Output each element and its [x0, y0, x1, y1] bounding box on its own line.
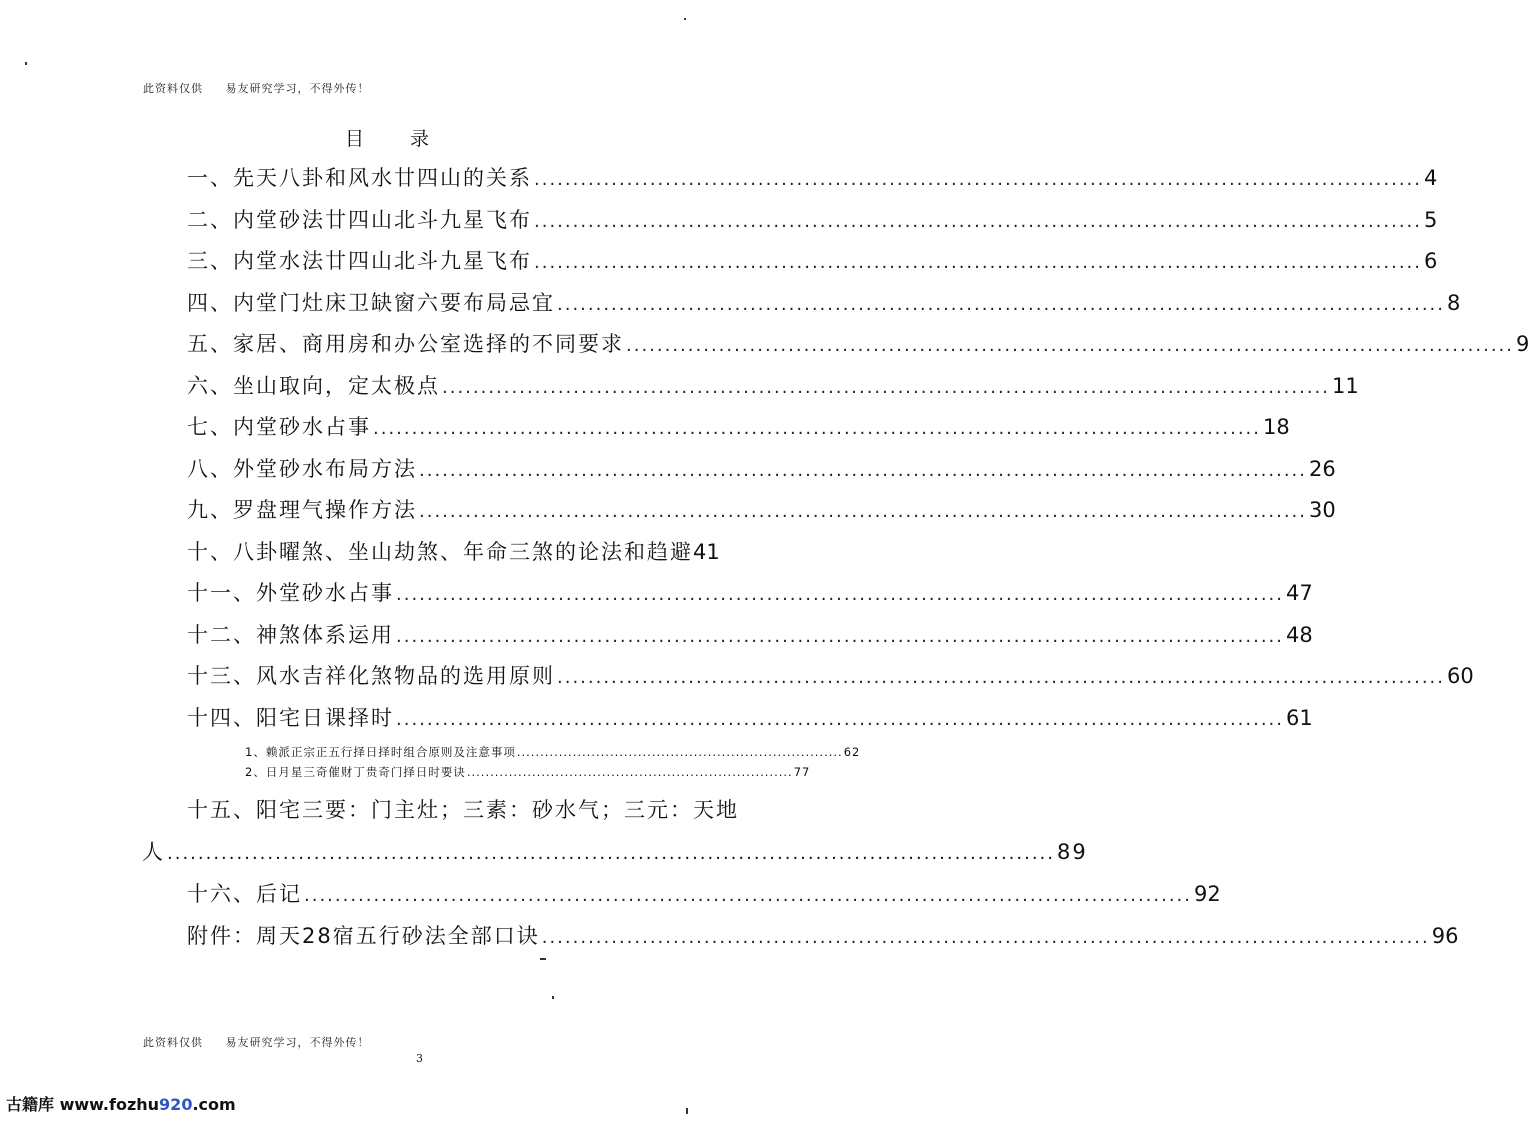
footer-text-2: 易友研究学习，不得外传！: [225, 1036, 370, 1049]
toc-entry-page: 26: [1309, 456, 1336, 481]
watermark-site-name: 古籍库: [6, 1095, 55, 1114]
toc-entry-label: 二、内堂砂法廿四山北斗九星飞布: [187, 207, 532, 232]
header-text-1: 此资料仅供: [143, 82, 203, 95]
leader-dots: [419, 491, 1307, 533]
site-watermark: [6, 1092, 236, 1115]
leader-dots: [626, 325, 1514, 367]
toc-entry-part: 砂水气；: [532, 798, 624, 822]
toc-subentry-page: 77: [793, 765, 811, 779]
toc-entry-label: 十二、神煞体系运用: [187, 622, 394, 647]
toc-entry-page: 30: [1309, 498, 1336, 522]
toc-entry-part: 门主灶；: [371, 798, 463, 822]
leader-dots: [167, 833, 1055, 875]
leader-dots: [304, 875, 1192, 917]
toc-entry-page: 41: [693, 539, 720, 564]
toc-entry-label: 十、八卦曜煞、坐山劫煞、年命三煞的论法和趋避: [187, 539, 693, 564]
toc-entry-part: 十五、阳宅三要：: [187, 798, 371, 822]
toc-entry[interactable]: [187, 532, 720, 574]
toc-entry-label: 十一、外堂砂水占事: [187, 581, 394, 605]
toc-entry-label: 四、内堂门灶床卫缺窗六要布局忌宜: [187, 290, 555, 315]
toc-entry-page: 96: [1431, 923, 1459, 948]
toc-entry-label: 十三、风水吉祥化煞物品的选用原则: [187, 664, 555, 688]
toc-entry-label: 六、坐山取向，定太极点: [187, 373, 440, 398]
toc-entry-page: 61: [1286, 705, 1313, 730]
toc-subentry-label: 1、赖派正宗正五行择日择时组合原则及注意事项: [245, 745, 516, 759]
toc-entry[interactable]: [187, 449, 1336, 491]
page-footer: [143, 1034, 388, 1050]
leader-dots: [534, 159, 1422, 201]
toc-entry[interactable]: [187, 407, 1290, 449]
toc-entry-line-1: [187, 790, 739, 832]
toc-entry-label: 八、外堂砂水布局方法: [187, 456, 417, 481]
toc-entry-label: 五、家居、商用房和办公室选择的不同要求: [187, 332, 624, 356]
toc-entry[interactable]: [187, 698, 1313, 740]
toc-entry-page: 11: [1332, 373, 1359, 398]
toc-entry-page: 4: [1424, 166, 1438, 190]
toc-entry-page: 60: [1447, 664, 1474, 688]
leader-dots: [517, 742, 843, 762]
toc-entry[interactable]: [187, 283, 1461, 325]
header-text-2: 易友研究学习，不得外传！: [225, 82, 370, 95]
leader-dots: [396, 699, 1284, 741]
toc-title: 目录: [345, 128, 476, 150]
toc-subentry-page: 62: [843, 745, 861, 759]
leader-dots: [557, 657, 1445, 699]
table-of-contents: [142, 158, 1529, 957]
watermark-url-prefix: www.fozhu: [59, 1095, 160, 1114]
toc-entry-page: 47: [1286, 581, 1313, 605]
toc-entry-page: 8: [1447, 290, 1461, 315]
toc-subentry[interactable]: [245, 742, 861, 762]
toc-entry-label: 附件：周天28宿五行砂法全部口诀: [187, 923, 540, 948]
leader-dots: [396, 616, 1284, 658]
toc-entry-line-2: [142, 832, 1088, 875]
toc-entry[interactable]: [187, 874, 1221, 916]
page-header: [143, 80, 388, 96]
toc-entry-page: 92: [1194, 882, 1221, 906]
leader-dots: [534, 242, 1422, 284]
toc-entry[interactable]: [187, 490, 1336, 532]
scan-speck: [552, 996, 554, 999]
toc-entry-label: 一、先天八卦和风水廿四山的关系: [187, 166, 532, 190]
footer-text-1: 此资料仅供: [143, 1036, 203, 1049]
toc-entry-page: 6: [1424, 249, 1438, 273]
toc-entry[interactable]: [187, 916, 1459, 958]
scan-speck: [25, 62, 27, 65]
toc-entry[interactable]: [187, 366, 1359, 408]
leader-dots: [419, 450, 1307, 492]
scan-speck: [684, 18, 686, 20]
toc-entry-label: 十四、阳宅日课择时: [187, 705, 394, 730]
toc-entry-page: 5: [1424, 207, 1438, 232]
toc-entry-label: 十六、后记: [187, 882, 302, 906]
toc-entry[interactable]: [187, 241, 1438, 283]
toc-entry-label: 九、罗盘理气操作方法: [187, 498, 417, 522]
toc-entry-part: 天地: [693, 798, 739, 822]
watermark-url-number: 920: [159, 1095, 193, 1114]
toc-entry[interactable]: [187, 573, 1313, 615]
toc-entry[interactable]: [187, 324, 1529, 366]
page-number: 3: [416, 1052, 423, 1065]
leader-dots: [542, 917, 1430, 959]
leader-dots: [373, 408, 1261, 450]
toc-subentry[interactable]: [245, 762, 811, 782]
watermark-url-suffix: .com: [192, 1095, 236, 1114]
toc-subentry-label: 2、日月星三奇催财丁贵奇门择日时要诀: [245, 765, 466, 779]
toc-entry-part: 人: [142, 839, 165, 864]
toc-entry-wrapped[interactable]: [142, 790, 1088, 874]
toc-entry[interactable]: [187, 158, 1438, 200]
leader-dots: [557, 284, 1445, 326]
toc-entry[interactable]: [187, 615, 1313, 657]
toc-entry-part: 三元：: [624, 798, 693, 822]
leader-dots: [467, 762, 793, 782]
toc-entry-page: 89: [1057, 839, 1088, 864]
toc-entry-page: 48: [1286, 622, 1313, 647]
leader-dots: [534, 201, 1422, 243]
toc-entry[interactable]: [187, 656, 1474, 698]
toc-subentries: [187, 739, 861, 790]
toc-entry-part: 三素：: [463, 798, 532, 822]
toc-entry-label: 七、内堂砂水占事: [187, 415, 371, 439]
leader-dots: [396, 574, 1284, 616]
toc-entry-page: 18: [1263, 415, 1290, 439]
toc-entry[interactable]: [187, 200, 1438, 242]
scan-speck: [540, 958, 546, 960]
scan-speck: [686, 1108, 688, 1114]
toc-entry-label: 三、内堂水法廿四山北斗九星飞布: [187, 249, 532, 273]
toc-entry-page: 9: [1516, 332, 1529, 356]
leader-dots: [442, 367, 1330, 409]
